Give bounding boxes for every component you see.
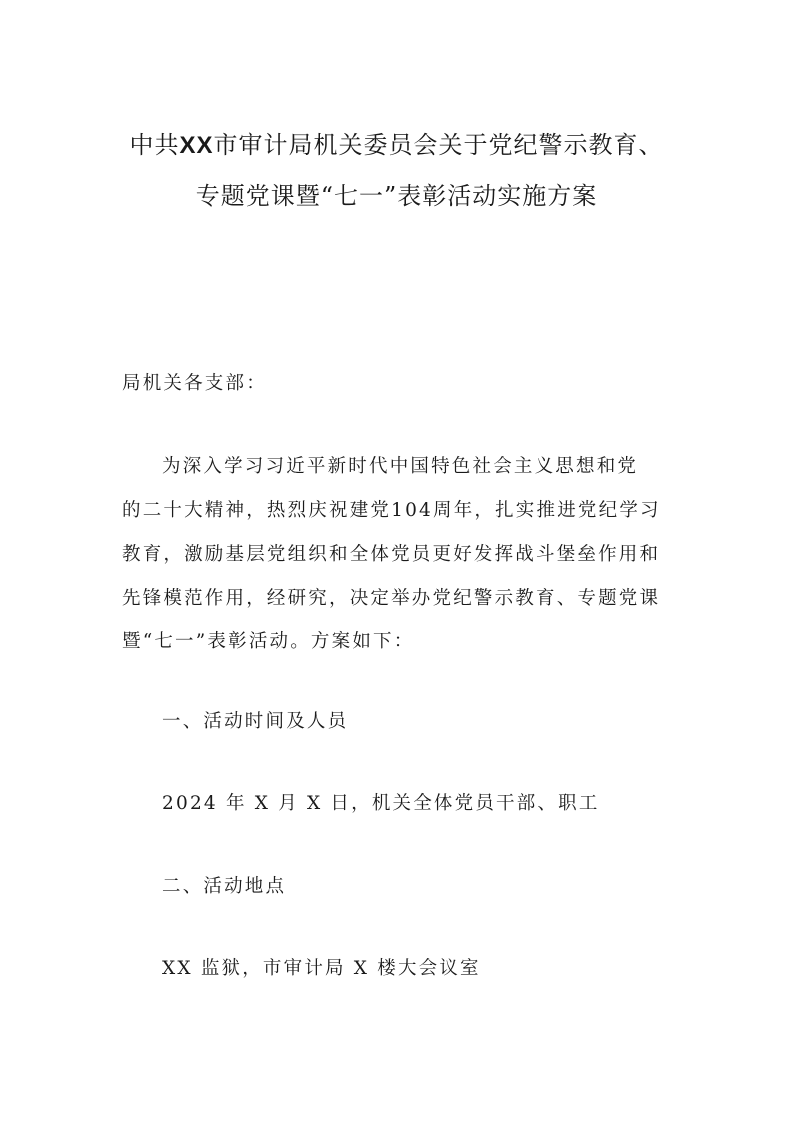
intro-line-1: 为深入学习习近平新时代中国特色社会主义思想和党 [162,456,639,477]
title-line-1-latin: XX [179,132,214,159]
section-2-heading: 二、活动地点 [162,876,287,897]
salutation: 局机关各支部： [122,373,267,394]
intro-line-5: 暨“七一”表彰活动。方案如下： [122,631,415,652]
title-line-1-prefix: 中共 [129,131,180,159]
intro-line-2: 的二十大精神，热烈庆祝建党104周年，扎实推进党纪学习 [122,500,661,521]
section-1-heading: 一、活动时间及人员 [162,711,349,732]
title-line-1-suffix: 市审计局机关委员会关于党纪警示教育、 [213,131,664,159]
title-line-2: 专题党课暨“七一”表彰活动实施方案 [195,182,598,210]
title-line-1 [0,120,793,171]
document-title [0,120,793,221]
intro-line-4: 先锋模范作用，经研究，决定举办党纪警示教育、专题党课 [122,588,661,609]
section-2-content: XX 监狱，市审计局 X 楼大会议室 [162,958,481,979]
section-1-content: 2024 年 X 月 X 日，机关全体党员干部、职工 [162,793,600,814]
intro-line-3: 教育，激励基层党组织和全体党员更好发挥战斗堡垒作用和 [122,544,661,565]
